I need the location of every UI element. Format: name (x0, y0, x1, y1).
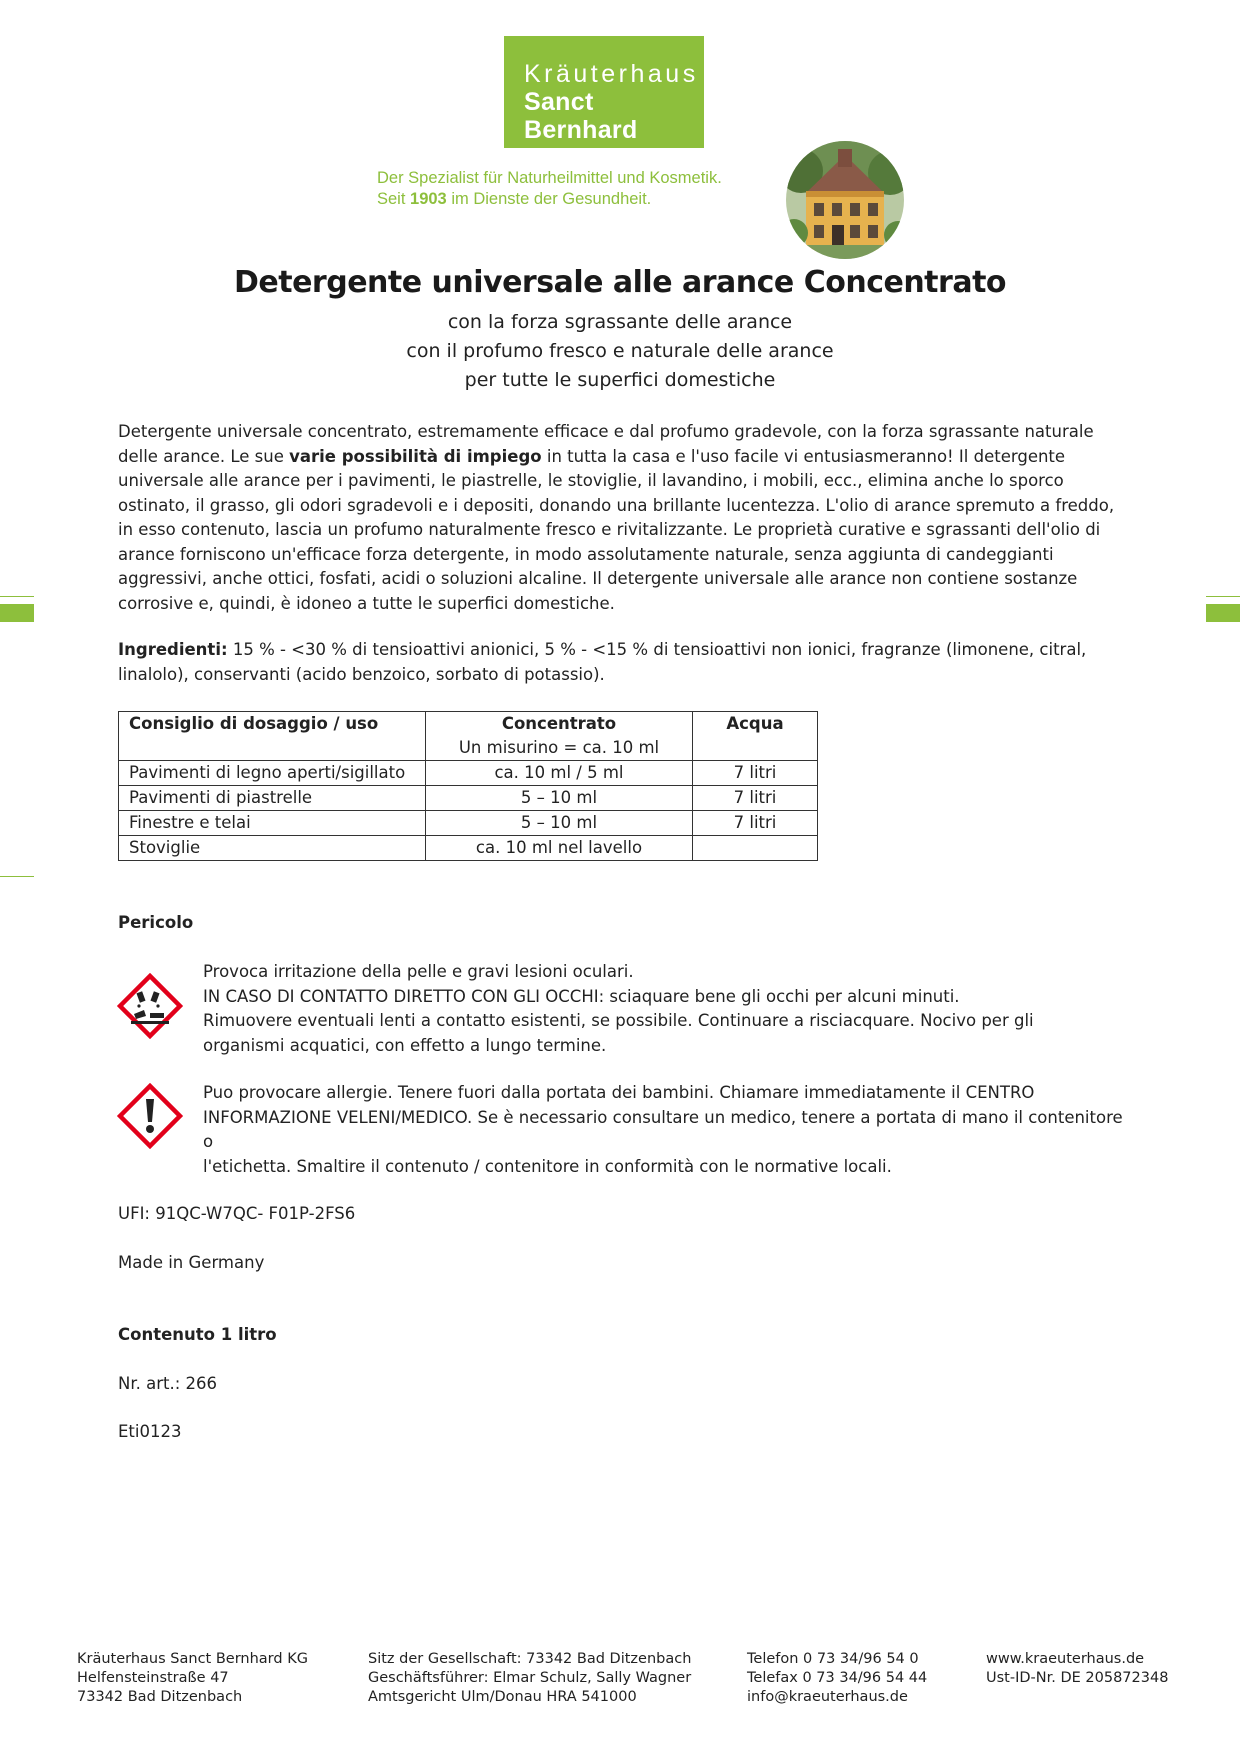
hazard-statement-2 (203, 1081, 1133, 1179)
ingredients (118, 638, 1128, 687)
tagline (377, 168, 777, 210)
table-cell: Pavimenti di legno aperti/sigillato (119, 761, 426, 786)
footer-line: Sitz der Gesellschaft: 73342 Bad Ditzenbach (368, 1651, 692, 1667)
footer-website-link[interactable]: www.kraeuterhaus.de (986, 1651, 1145, 1667)
building-photo (786, 141, 904, 259)
table-row (119, 761, 818, 786)
fold-mark-right (1206, 604, 1240, 622)
footer-line: Helfensteinstraße 47 (77, 1670, 229, 1686)
table-cell: Finestre e telai (119, 811, 426, 836)
header-concentrate: Concentrato (426, 712, 693, 737)
subtitle-2: con il profumo fresco e naturale delle arance (406, 340, 834, 362)
footer-email[interactable]: info@kraeuterhaus.de (747, 1689, 908, 1705)
footer-legal (368, 1650, 691, 1707)
subtitle-3: per tutte le superfici domestiche (464, 369, 776, 391)
logo-line-1: Kräuterhaus (524, 60, 699, 88)
table-row (119, 786, 818, 811)
hazard-1-line: Provoca irritazione della pelle e gravi lesioni oculari. (203, 962, 634, 981)
footer-line: 73342 Bad Ditzenbach (77, 1689, 243, 1705)
footer-phone: Telefon 0 73 34/96 54 0 (747, 1651, 919, 1667)
page-title: Detergente universale alle arance Concentrato (233, 265, 1007, 300)
description-part-1: Detergente universale concentrato, estremamente efficace e dal profumo gradevole, con la forza sgrassante naturale delle arance. Le sue (118, 422, 1094, 466)
fold-line-left (0, 596, 34, 597)
footer-contact (747, 1650, 927, 1707)
hazard-2-line: INFORMAZIONE VELENI/MEDICO. Se è necessario consultare un medico, tenere a portata di mano il contenitore o (203, 1107, 1123, 1151)
footer-line: Geschäftsführer: Elmar Schulz, Sally Wagner (368, 1670, 692, 1686)
footer-fax: Telefax 0 73 34/96 54 44 (747, 1670, 928, 1686)
hazard-1-line: organismi acquatici, con effetto a lungo termine. (203, 1035, 607, 1055)
footer-line: Amtsgericht Ulm/Donau HRA 541000 (368, 1689, 637, 1705)
corrosion-icon (117, 973, 183, 1039)
footer-line: Kräuterhaus Sanct Bernhard KG (77, 1651, 308, 1667)
table-cell: 5 – 10 ml (426, 786, 693, 811)
exclamation-icon (117, 1083, 183, 1149)
article-number: Nr. art.: 266 (118, 1374, 218, 1393)
hazard-statement-1 (203, 960, 1133, 1058)
table-cell: 5 – 10 ml (426, 811, 693, 836)
table-row (119, 836, 818, 861)
footer-web (986, 1650, 1168, 1688)
fold-mark-left (0, 604, 34, 622)
table-cell: Stoviglie (119, 836, 426, 861)
dosage-table (118, 711, 818, 861)
hazard-1-line: IN CASO DI CONTATTO DIRETTO CON GLI OCCHI: sciaquare bene gli occhi per alcuni minuti. (203, 986, 960, 1006)
ingredients-label: Ingredienti: (118, 640, 228, 659)
hazard-2-line: Puo provocare allergie. Tenere fuori dalla portata dei bambini. Chiamare immediatamente il CENTRO (203, 1083, 1035, 1102)
product-description (118, 420, 1128, 616)
description-part-2: in tutta la casa e l'uso facile vi entusiasmeranno! Il detergente universale alle arance per i pavimenti, le piastrelle, le stoviglie, il lavandino, i mobili, ecc., elimina anche lo sporco ostinato, il grasso, gli odori sgradevoli e i depositi, donando una brillante lucentezza. L'olio di arance spremuto a freddo, in esso contenuto, lascia un profumo naturalmente fresco e rivitalizzante. Le proprietà curative e sgrassanti dell'olio di arance forniscono un'efficace forza detergente, in modo assolutamente naturale, senza aggiunta di candeggianti aggressivi, anche ottici, fosfati, acidi o soluzioni alcaline. Il detergente universale alle arance non contiene sostanze corrosive e, quindi, è idoneo a tutte le superfici domestiche. (118, 446, 1115, 613)
table-cell: ca. 10 ml / 5 ml (426, 761, 693, 786)
table-row (119, 811, 818, 836)
logo-line-2: Sanct Bernhard (524, 88, 638, 144)
table-cell: ca. 10 ml nel lavello (426, 836, 693, 861)
table-cell: 7 litri (693, 761, 818, 786)
footer-company (77, 1650, 308, 1707)
brand-logo (504, 36, 704, 148)
tagline-suffix: im Dienste der Gesundheit. (446, 190, 652, 208)
hazard-1-line: Rimuovere eventuali lenti a contatto esistenti, se possibile. Continuare a risciacquare. Nocivo per gli (203, 1011, 1034, 1030)
table-cell: Pavimenti di piastrelle (119, 786, 426, 811)
ufi-code: UFI: 91QC-W7QC- F01P-2FS6 (118, 1204, 356, 1223)
table-cell (693, 836, 818, 861)
description-highlight: varie possibilità di impiego (289, 446, 542, 466)
fold-line-right (1206, 596, 1240, 597)
tagline-year: 1903 (410, 190, 447, 208)
footer-vat-id: Ust-ID-Nr. DE 205872348 (986, 1670, 1169, 1686)
danger-label: Pericolo (118, 913, 194, 932)
table-cell: 7 litri (693, 786, 818, 811)
tagline-line-1: Der Spezialist für Naturheilmittel und Kosmetik. (377, 169, 722, 187)
subtitle-1: con la forza sgrassante delle arance (447, 311, 793, 333)
tagline-prefix: Seit (377, 190, 411, 208)
header-dosage: Consiglio di dosaggio / uso (119, 712, 426, 761)
hazard-2-line: l'etichetta. Smaltire il contenuto / contenitore in conformità con le normative locali. (203, 1156, 892, 1176)
table-header-row (119, 712, 818, 737)
ingredients-text: 15 % - <30 % di tensioattivi anionici, 5 % - <15 % di tensioattivi non ionici, fragranze (limonene, citral, linalolo), conservanti (acido benzoico, sorbato di potassio). (118, 640, 1087, 684)
subheader-measure: Un misurino = ca. 10 ml (426, 736, 693, 761)
header-water: Acqua (693, 712, 818, 761)
table-cell: 7 litri (693, 811, 818, 836)
contents: Contenuto 1 litro (118, 1325, 277, 1344)
label-code: Eti0123 (118, 1422, 182, 1441)
made-in: Made in Germany (118, 1253, 265, 1272)
tagline-line-2 (377, 189, 777, 210)
hole-line-left (0, 876, 34, 877)
building-illustration (786, 141, 904, 259)
